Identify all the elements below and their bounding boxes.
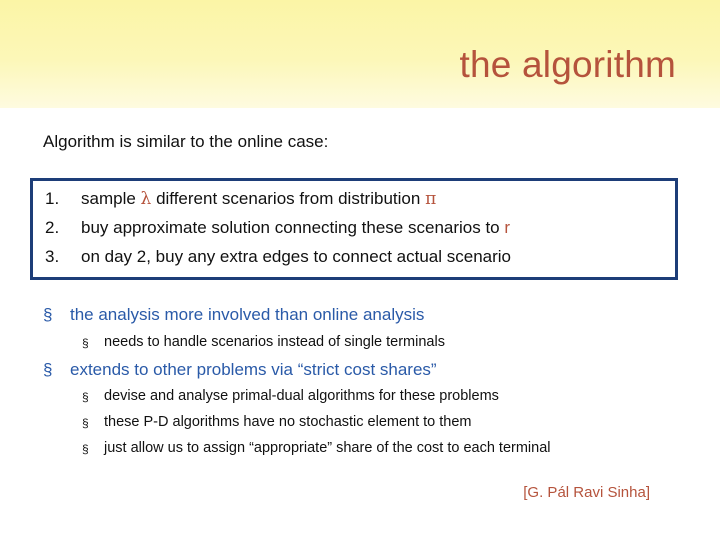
- sub-bullet-text: just allow us to assign “appropriate” share of the cost to each terminal: [104, 440, 551, 456]
- sub-bullet-text: devise and analyse primal-dual algorithms for these problems: [104, 388, 499, 404]
- step-text: [81, 189, 436, 209]
- step-text-pre: sample: [81, 189, 136, 208]
- citation: [G. Pál Ravi Sinha]: [523, 484, 650, 501]
- sub-bullet-text: these P-D algorithms have no stochastic element to them: [104, 414, 472, 430]
- sub-bullet-text: needs to handle scenarios instead of single terminals: [104, 334, 445, 350]
- steps-box: [30, 178, 678, 280]
- pi-symbol: π: [425, 189, 437, 209]
- bullet-mark: §: [43, 360, 53, 379]
- step-text: [81, 218, 510, 238]
- step-text-pre: buy approximate solution connecting these scenarios to: [81, 218, 500, 237]
- step-number: 2.: [45, 218, 60, 237]
- sub-bullet-mark: §: [82, 416, 89, 430]
- bullet-text: the analysis more involved than online analysis: [70, 305, 425, 324]
- sub-bullet-mark: §: [82, 390, 89, 404]
- slide-title: the algorithm: [459, 44, 676, 85]
- lambda-symbol: λ: [140, 189, 152, 209]
- intro-text: Algorithm is similar to the online case:: [43, 132, 329, 151]
- step-number: 3.: [45, 247, 60, 266]
- step-number: 1.: [45, 189, 60, 208]
- bullet-mark: §: [43, 305, 53, 324]
- sub-bullet-mark: §: [82, 442, 89, 456]
- bullet-text: extends to other problems via “strict cost shares”: [70, 360, 437, 379]
- step-text: on day 2, buy any extra edges to connect actual scenario: [81, 247, 511, 266]
- sub-bullet-mark: §: [82, 336, 89, 350]
- root-symbol: r: [504, 218, 511, 237]
- step-text-mid: different scenarios from distribution: [156, 189, 421, 208]
